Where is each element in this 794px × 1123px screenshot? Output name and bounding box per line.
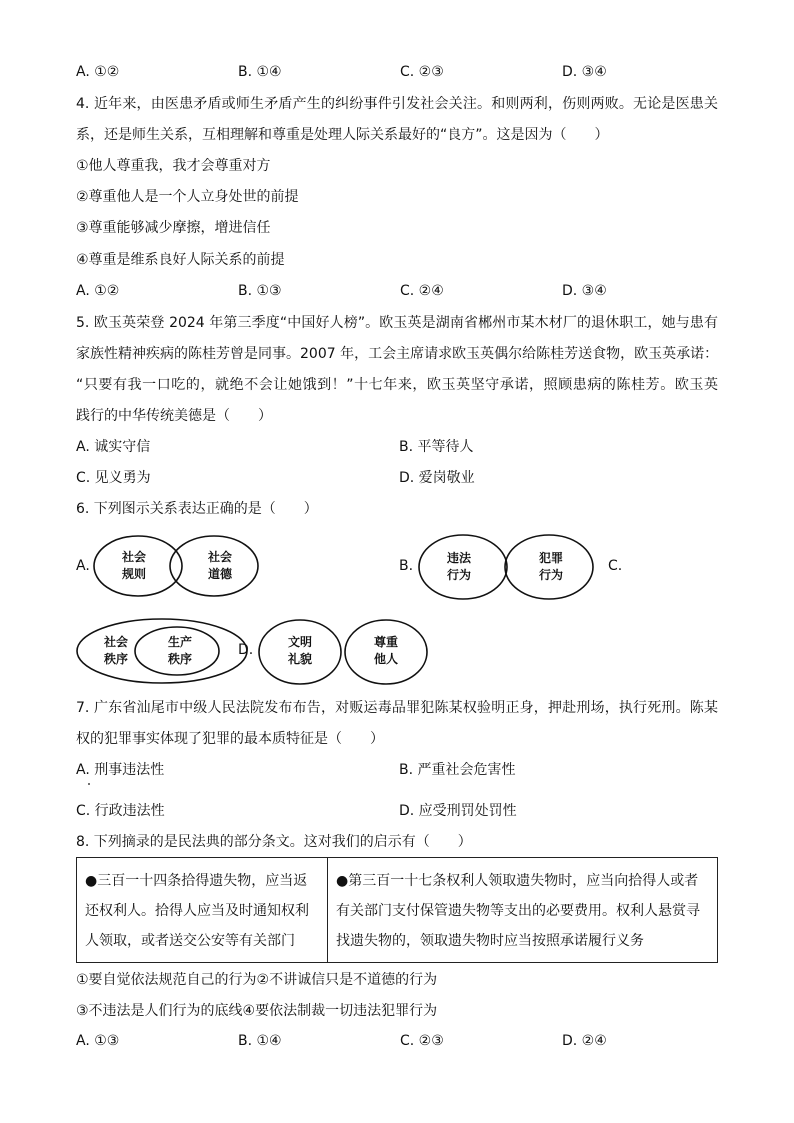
q5-option-a: A. 诚实守信: [76, 439, 151, 455]
q4-statement-3: ③尊重能够减少摩擦，增进信任: [76, 220, 271, 236]
diagram-d-right-line2: 他人: [373, 652, 399, 666]
q6-label-d: D.: [238, 642, 254, 658]
q8-option-a: A. ①③: [76, 1033, 120, 1049]
q4-stem-line-2: 系，还是师生关系，互相理解和尊重是处理人际关系最好的“良方”。这是因为（ ）: [76, 127, 609, 143]
excerpt-317-line-3: 找遗失物的，领取遗失物时应当按照承诺履行义务: [336, 933, 644, 949]
diagram-c-outer-line2: 秩序: [103, 652, 129, 666]
q5-stem-line-3: “只要有我一口吃的，就绝不会让她饿到！”十七年来，欧玉英坚守承诺，照顾患病的陈桂芳。欧玉英: [76, 377, 718, 393]
q7-option-b: B. 严重社会危害性: [399, 762, 516, 778]
q7-option-a: A. 刑事违法性: [76, 762, 165, 778]
stray-dot: [88, 783, 90, 785]
q3-option-b: B. ①④: [238, 64, 282, 80]
q8-option-b: B. ①④: [238, 1033, 282, 1049]
diagram-b-left-line2: 行为: [446, 568, 472, 582]
q5-stem-line-4: 践行的中华传统美德是（ ）: [76, 408, 272, 424]
excerpt-317-line-2: 有关部门支付保管遗失物等支出的必要费用。权利人悬赏寻: [336, 903, 700, 919]
civil-code-excerpt-table: [76, 857, 718, 963]
venn-diagram-b: [417, 532, 597, 602]
diagram-c-outer-line1: 社会: [103, 635, 129, 649]
diagram-a-left-line2: 规则: [121, 567, 147, 581]
q5-option-c: C. 见义勇为: [76, 470, 151, 486]
q7-option-c: C. 行政违法性: [76, 803, 165, 819]
excerpt-314-line-1: ●三百一十四条拾得遗失物，应当返: [85, 873, 308, 889]
q8-statements-line-1: ①要自觉依法规范自己的行为②不讲诚信只是不道德的行为: [76, 972, 438, 988]
q3-option-c: C. ②③: [400, 64, 444, 80]
nested-diagram-c: [74, 616, 250, 686]
q3-option-d: D. ③④: [562, 64, 607, 80]
q4-statement-1: ①他人尊重我，我才会尊重对方: [76, 158, 271, 174]
q5-stem-line-2: 家族性精神疾病的陈桂芳曾是同事。2007 年，工会主席请求欧玉英偶尔给陈桂芳送食物，欧玉英承诺：: [76, 346, 719, 362]
excerpt-article-317: [328, 858, 718, 963]
diagram-d-left-line1: 文明: [287, 635, 313, 649]
q6-stem: 6. 下列图示关系表达正确的是（ ）: [76, 501, 318, 517]
diagram-c-inner-line1: 生产: [167, 635, 193, 649]
q7-option-d: D. 应受刑罚处罚性: [399, 803, 517, 819]
excerpt-317-line-1: ●第三百一十七条权利人领取遗失物时，应当向拾得人或者: [336, 873, 699, 889]
diagram-b-right-line2: 行为: [538, 568, 564, 582]
diagram-b-left-line1: 违法: [446, 551, 472, 565]
q6-label-c: C.: [608, 558, 623, 574]
q8-option-d: D. ②④: [562, 1033, 607, 1049]
diagram-d-left-line2: 礼貌: [287, 652, 313, 666]
q5-option-d: D. 爱岗敬业: [399, 470, 475, 486]
q4-option-d: D. ③④: [562, 283, 607, 299]
q4-stem-line-1: 4. 近年来，由医患矛盾或师生矛盾产生的纠纷事件引发社会关注。和则两利，伤则两败。无论是医患关: [76, 96, 718, 112]
q4-option-c: C. ②④: [400, 283, 444, 299]
q4-option-a: A. ①②: [76, 283, 120, 299]
excerpt-article-314: [77, 858, 328, 963]
diagram-d: [256, 616, 432, 688]
diagram-d-right-line1: 尊重: [373, 635, 399, 649]
q3-option-a: A. ①②: [76, 64, 120, 80]
diagram-a-right-line1: 社会: [207, 550, 233, 564]
q6-label-b: B.: [399, 558, 414, 574]
q8-statements-line-2: ③不违法是人们行为的底线④要依法制裁一切违法犯罪行为: [76, 1003, 438, 1019]
diagram-a-right-line2: 道德: [207, 567, 233, 581]
q7-stem-line-2: 权的犯罪事实体现了犯罪的最本质特征是（ ）: [76, 731, 384, 747]
venn-diagram-a: [92, 533, 262, 599]
q5-stem-line-1: 5. 欧玉英荣登 2024 年第三季度“中国好人榜”。欧玉英是湖南省郴州市某木材厂的退休职工，她与患有: [76, 315, 718, 331]
q7-stem-line-1: 7. 广东省汕尾市中级人民法院发布布告，对贩运毒品罪犯陈某权验明正身，押赴刑场，执行死刑。陈某: [76, 700, 718, 716]
diagram-c-inner-line2: 秩序: [167, 652, 193, 666]
excerpt-314-line-2: 还权利人。拾得人应当及时通知权利: [85, 903, 309, 919]
diagram-a-left-line1: 社会: [121, 550, 147, 564]
q4-statement-4: ④尊重是维系良好人际关系的前提: [76, 252, 285, 268]
q5-option-b: B. 平等待人: [399, 439, 474, 455]
q6-label-a: A.: [76, 558, 90, 574]
excerpt-314-line-3: 人领取，或者送交公安等有关部门: [85, 933, 295, 949]
q4-option-b: B. ①③: [238, 283, 282, 299]
diagram-b-right-line1: 犯罪: [538, 551, 564, 565]
q4-statement-2: ②尊重他人是一个人立身处世的前提: [76, 189, 299, 205]
q8-option-c: C. ②③: [400, 1033, 444, 1049]
q8-stem: 8. 下列摘录的是民法典的部分条文。这对我们的启示有（ ）: [76, 834, 472, 850]
